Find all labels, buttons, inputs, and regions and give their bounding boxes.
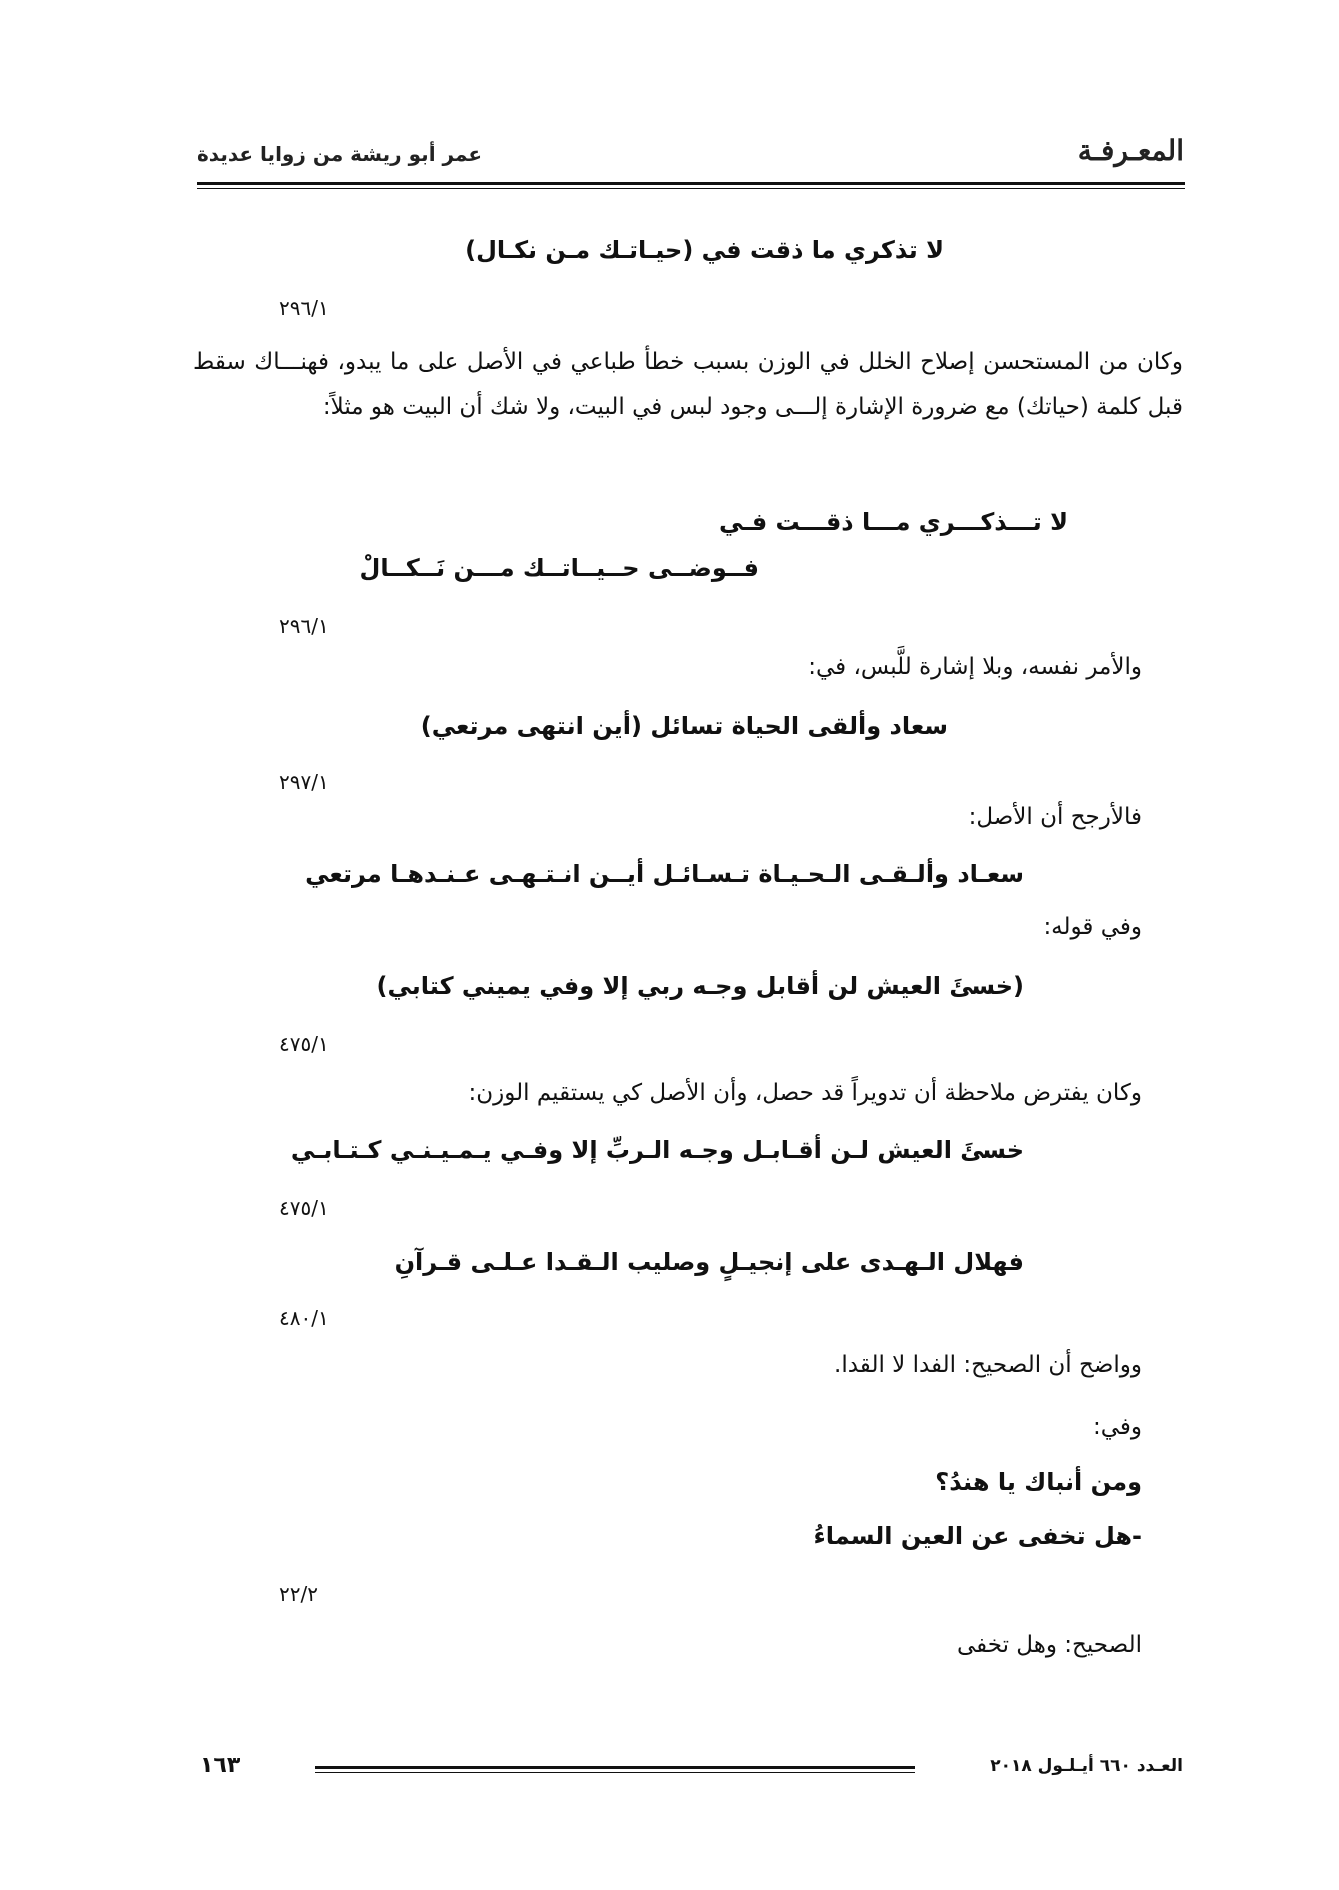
verse-1: لا تذكري ما ذقت في (حيـاتـك مـن نكـال) [465, 236, 944, 264]
citation-2: ٢٩٦/١ [279, 614, 329, 638]
header-rule [197, 182, 1185, 185]
journal-logo: المعـرفـة [1077, 134, 1184, 167]
text-line-4: فالأرجح أن الأصل: [968, 804, 1142, 830]
text-line-5: وفي قوله: [1043, 914, 1142, 940]
citation-7: ٤٨٠/١ [279, 1306, 329, 1330]
citation-1: ٢٩٦/١ [279, 296, 329, 320]
verse-4: سعـاد وألـقـى الـحـيـاة تـسـائـل أيــن انـتـهـى عـنـدهـا مرتعي [305, 860, 1024, 888]
issue-info: العـدد ٦٦٠ أيـلـول ٢٠١٨ [990, 1756, 1183, 1776]
verse-7: فهلال الـهـدى على إنجيـلٍ وصليب الـقـدا عـلـى قـرآنِ [394, 1248, 1024, 1276]
verse-2-first-hemistich: لا تـــذكـــري مـــا ذقـــت فـي [719, 508, 1068, 536]
text-line-9: وفي: [1092, 1414, 1142, 1440]
running-title: عمر أبو ريشة من زوايا عديدة [197, 142, 483, 166]
page-number: ١٦٣ [200, 1753, 241, 1778]
verse-2-second-hemistich: فــوضــى حــيــاتــك مـــن نَــكــالْ [359, 554, 759, 582]
verse-3: سعاد وألقى الحياة تسائل (أين انتهى مرتعي) [420, 712, 948, 740]
verse-6: خسئَ العيش لـن أقـابـل وجـه الـربِّ إلا وفـي يـمـيـنـي كـتـابـي [290, 1136, 1024, 1164]
footer-rule-thin [315, 1772, 915, 1773]
verse-9-line-1: ومن أنباك يا هندُ؟ [935, 1468, 1142, 1496]
text-line-10: الصحيح: وهل تخفى [956, 1632, 1142, 1658]
citation-5: ٤٧٥/١ [279, 1032, 329, 1056]
text-line-8: وواضح أن الصحيح: الفدا لا القدا. [834, 1352, 1142, 1378]
text-line-3: والأمر نفسه، وبلا إشارة للَّبس، في: [808, 654, 1142, 680]
verse-9-line-2: -هل تخفى عن العين السماءُ [813, 1522, 1142, 1550]
footer-rule [315, 1766, 915, 1769]
citation-3: ٢٩٧/١ [279, 770, 329, 794]
verse-5: (خسئَ العيش لن أقابل وجـه ربي إلا وفي يميني كتابي) [376, 972, 1024, 1000]
paragraph-1: وكان من المستحسن إصلاح الخلل في الوزن بسبب خطأ طباعي في الأصل على ما يبدو، فهنـــاك سقط قبل كلمة (حياتك) مع ضرورة الإشارة إلـــى وجود لبس في البيت، ولا شك أن البيت هو مثلاً: [193, 349, 1183, 420]
text-line-6: وكان يفترض ملاحظة أن تدويراً قد حصل، وأن الأصل كي يستقيم الوزن: [468, 1080, 1142, 1106]
citation-9: ٢٢/٢ [279, 1582, 318, 1606]
header-rule-thin [197, 188, 1185, 189]
citation-6: ٤٧٥/١ [279, 1196, 329, 1220]
